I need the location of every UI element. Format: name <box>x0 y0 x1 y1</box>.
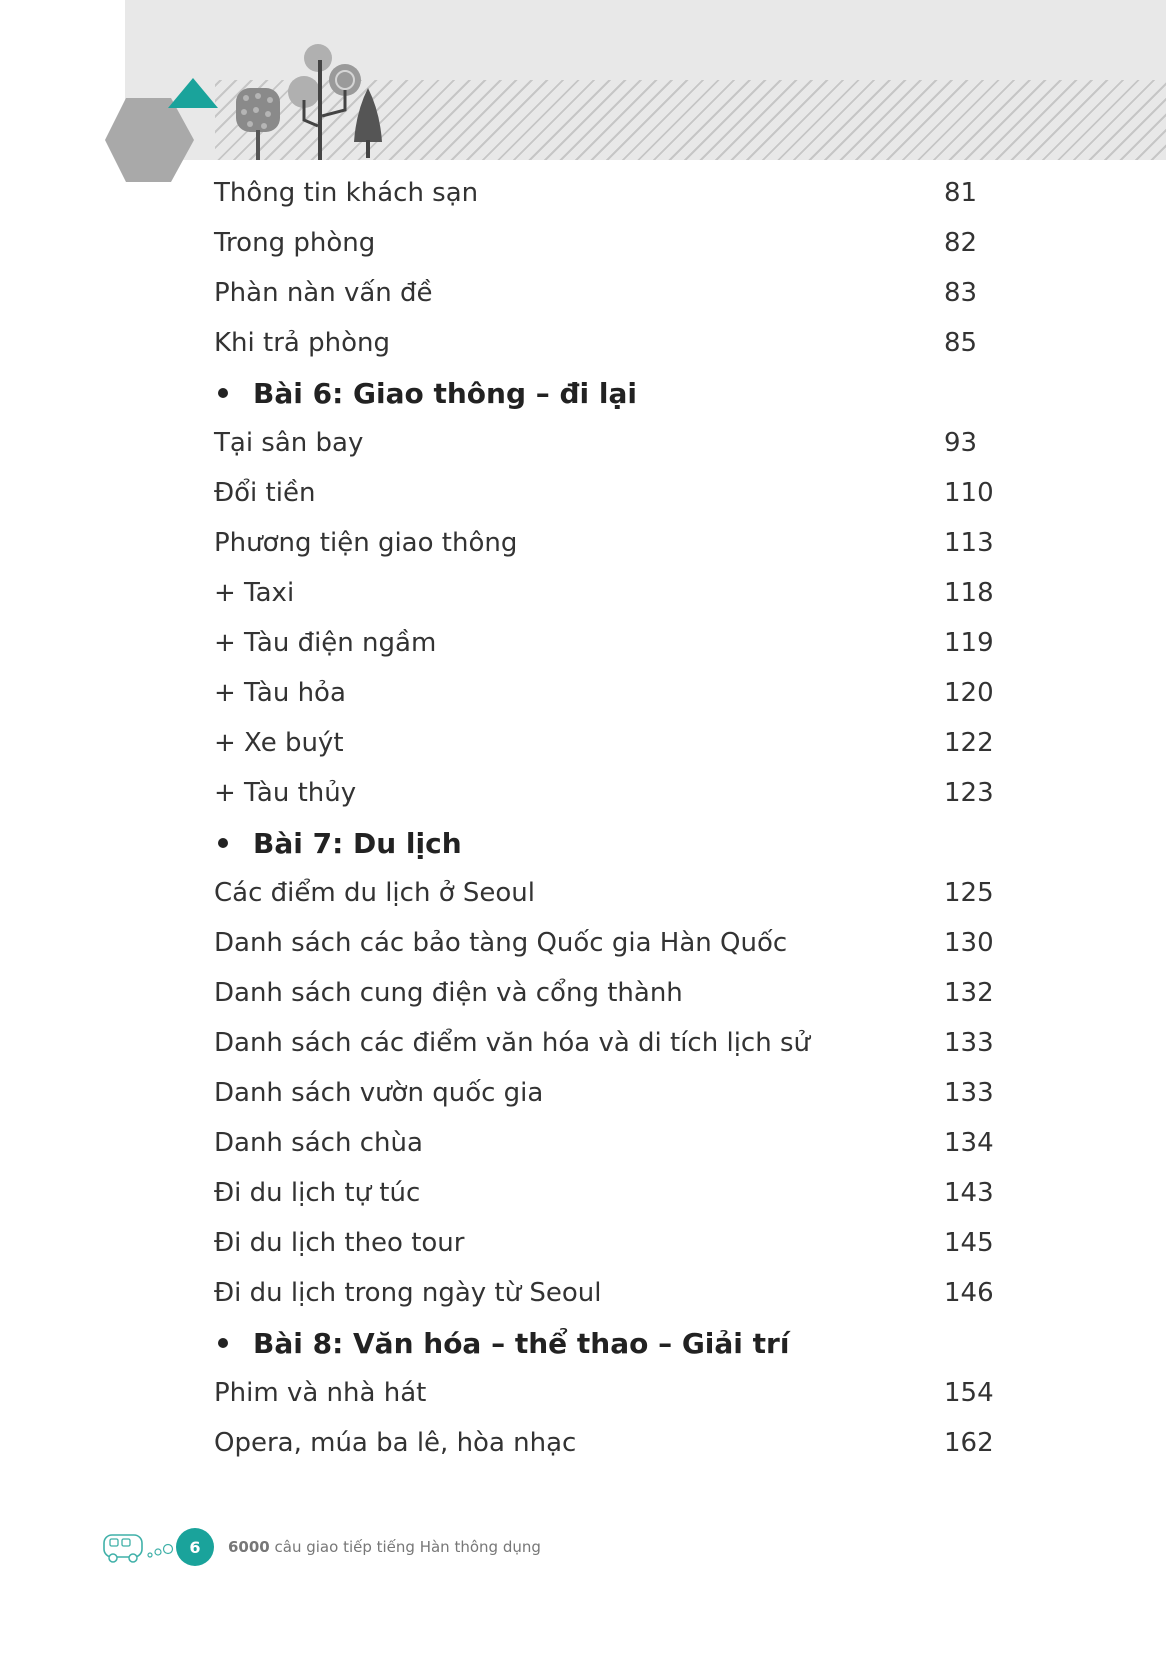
bubble-icon <box>155 1549 161 1555</box>
toc-entry-title <box>214 1378 426 1408</box>
page-number-badge: 6 <box>176 1528 214 1566</box>
toc-entry <box>214 1168 994 1218</box>
toc-entry-page: 118 <box>944 578 994 608</box>
toc-entry-title <box>214 878 535 908</box>
toc-entry-text: Phương tiện giao thông <box>214 528 518 558</box>
toc-entry <box>214 668 994 718</box>
toc-entry <box>214 1368 994 1418</box>
toc-entry-page: 82 <box>944 228 978 258</box>
table-of-contents <box>214 168 994 1468</box>
toc-entry-title <box>214 478 315 508</box>
bubble-icon <box>164 1545 173 1554</box>
toc-entry <box>214 768 994 818</box>
toc-entry <box>214 1118 994 1168</box>
tree-icon <box>354 88 382 158</box>
bubble-icon <box>148 1553 152 1557</box>
toc-entry-text: Danh sách chùa <box>214 1128 423 1158</box>
toc-entry-title <box>214 1078 543 1108</box>
toc-entry-page: 110 <box>944 478 994 508</box>
toc-entry-text: + Tàu điện ngầm <box>214 628 437 658</box>
toc-entry-text: Danh sách các điểm văn hóa và di tích lịch sử <box>214 1028 810 1058</box>
tree-icon <box>236 88 280 160</box>
toc-entry-page: 120 <box>944 678 994 708</box>
toc-section-heading <box>214 1318 994 1368</box>
toc-entry-text: Phim và nhà hát <box>214 1378 427 1408</box>
toc-entry-text: Đi du lịch tự túc <box>214 1178 421 1208</box>
toc-entry-text: Các điểm du lịch ở Seoul <box>214 878 535 908</box>
toc-entry-text: + Xe buýt <box>214 728 344 758</box>
toc-entry-title <box>214 728 344 758</box>
toc-entry-title <box>214 1228 464 1258</box>
toc-entry-title <box>214 1178 420 1208</box>
toc-entry-page: 81 <box>944 178 978 208</box>
toc-entry <box>214 918 994 968</box>
toc-entry <box>214 418 994 468</box>
toc-entry-text: Đổi tiền <box>214 478 316 508</box>
toc-entry-text: Thông tin khách sạn <box>214 178 479 208</box>
tree-icon <box>288 44 361 160</box>
toc-entry <box>214 1418 994 1468</box>
toc-entry-title <box>214 278 433 308</box>
toc-entry-page: 154 <box>944 1378 994 1408</box>
toc-entry-title <box>214 1327 789 1360</box>
toc-entry-page: 130 <box>944 928 994 958</box>
toc-entry-text: + Tàu thủy <box>214 778 357 808</box>
page-footer <box>100 1525 541 1569</box>
toc-entry-title <box>214 628 436 658</box>
toc-entry-title <box>214 328 390 358</box>
toc-entry-page: 85 <box>944 328 978 358</box>
toc-entry-page: 83 <box>944 278 978 308</box>
toc-entry-text: Đi du lịch theo tour <box>214 1228 465 1258</box>
toc-entry-page: 134 <box>944 1128 994 1158</box>
hexagon-icon <box>105 98 194 182</box>
toc-entry-title <box>214 178 478 208</box>
toc-entry-page: 146 <box>944 1278 994 1308</box>
toc-entry-text: + Taxi <box>214 578 295 608</box>
bullet-icon <box>218 838 228 848</box>
toc-entry-title <box>214 1428 576 1458</box>
toc-entry <box>214 1018 994 1068</box>
toc-entry <box>214 618 994 668</box>
toc-entry <box>214 868 994 918</box>
toc-entry-text: Bài 6: Giao thông – đi lại <box>253 376 637 410</box>
toc-entry-title <box>214 578 294 608</box>
toc-entry-page: 133 <box>944 1028 994 1058</box>
toc-section-heading <box>214 818 994 868</box>
toc-entry-title <box>214 377 637 410</box>
toc-entry <box>214 718 994 768</box>
toc-entry-text: Tại sân bay <box>214 428 364 458</box>
toc-entry <box>214 568 994 618</box>
toc-entry-title <box>214 1278 601 1308</box>
toc-entry-page: 123 <box>944 778 994 808</box>
toc-entry-page: 113 <box>944 528 994 558</box>
toc-entry-page: 143 <box>944 1178 994 1208</box>
toc-entry <box>214 1268 994 1318</box>
toc-entry-title <box>214 928 787 958</box>
toc-entry-text: Trong phòng <box>214 228 376 258</box>
toc-entry <box>214 968 994 1018</box>
toc-entry <box>214 218 994 268</box>
toc-entry-text: Phàn nàn vấn đề <box>214 278 433 308</box>
toc-entry-text: Bài 8: Văn hóa – thể thao – Giải trí <box>253 1326 790 1360</box>
toc-entry-title <box>214 778 356 808</box>
book-title <box>228 1538 541 1556</box>
toc-entry-text: Danh sách các bảo tàng Quốc gia Hàn Quốc <box>214 928 788 958</box>
toc-entry-text: Khi trả phòng <box>214 328 390 358</box>
toc-entry-page: 145 <box>944 1228 994 1258</box>
toc-entry-text: + Tàu hỏa <box>214 678 346 708</box>
toc-entry-title <box>214 428 363 458</box>
toc-entry-page: 132 <box>944 978 994 1008</box>
bullet-icon <box>218 388 228 398</box>
toc-entry-text: Danh sách cung điện và cổng thành <box>214 978 683 1008</box>
toc-entry-title <box>214 1028 810 1058</box>
toc-entry-page: 122 <box>944 728 994 758</box>
car-icon <box>100 1529 174 1565</box>
toc-entry-title <box>214 678 346 708</box>
book-title-bold: 6000 <box>228 1538 270 1556</box>
toc-entry-text: Bài 7: Du lịch <box>253 826 462 860</box>
toc-entry-page: 125 <box>944 878 994 908</box>
toc-entry <box>214 1068 994 1118</box>
toc-entry <box>214 1218 994 1268</box>
toc-entry <box>214 468 994 518</box>
toc-entry-page: 133 <box>944 1078 994 1108</box>
toc-entry-page: 119 <box>944 628 994 658</box>
toc-entry-text: Opera, múa ba lê, hòa nhạc <box>214 1428 577 1458</box>
toc-entry <box>214 268 994 318</box>
toc-entry-page: 162 <box>944 1428 994 1458</box>
toc-section-heading <box>214 368 994 418</box>
toc-entry <box>214 318 994 368</box>
toc-entry-title <box>214 1128 423 1158</box>
toc-entry <box>214 168 994 218</box>
bullet-icon <box>218 1338 228 1348</box>
toc-entry-title <box>214 228 375 258</box>
toc-entry <box>214 518 994 568</box>
book-title-rest: câu giao tiếp tiếng Hàn thông dụng <box>274 1538 541 1556</box>
toc-entry-text: Danh sách vườn quốc gia <box>214 1078 544 1108</box>
toc-entry-title <box>214 528 517 558</box>
toc-entry-page: 93 <box>944 428 978 458</box>
toc-entry-title <box>214 978 683 1008</box>
toc-entry-title <box>214 827 462 860</box>
triangle-icon <box>168 78 218 108</box>
toc-entry-text: Đi du lịch trong ngày từ Seoul <box>214 1278 602 1308</box>
